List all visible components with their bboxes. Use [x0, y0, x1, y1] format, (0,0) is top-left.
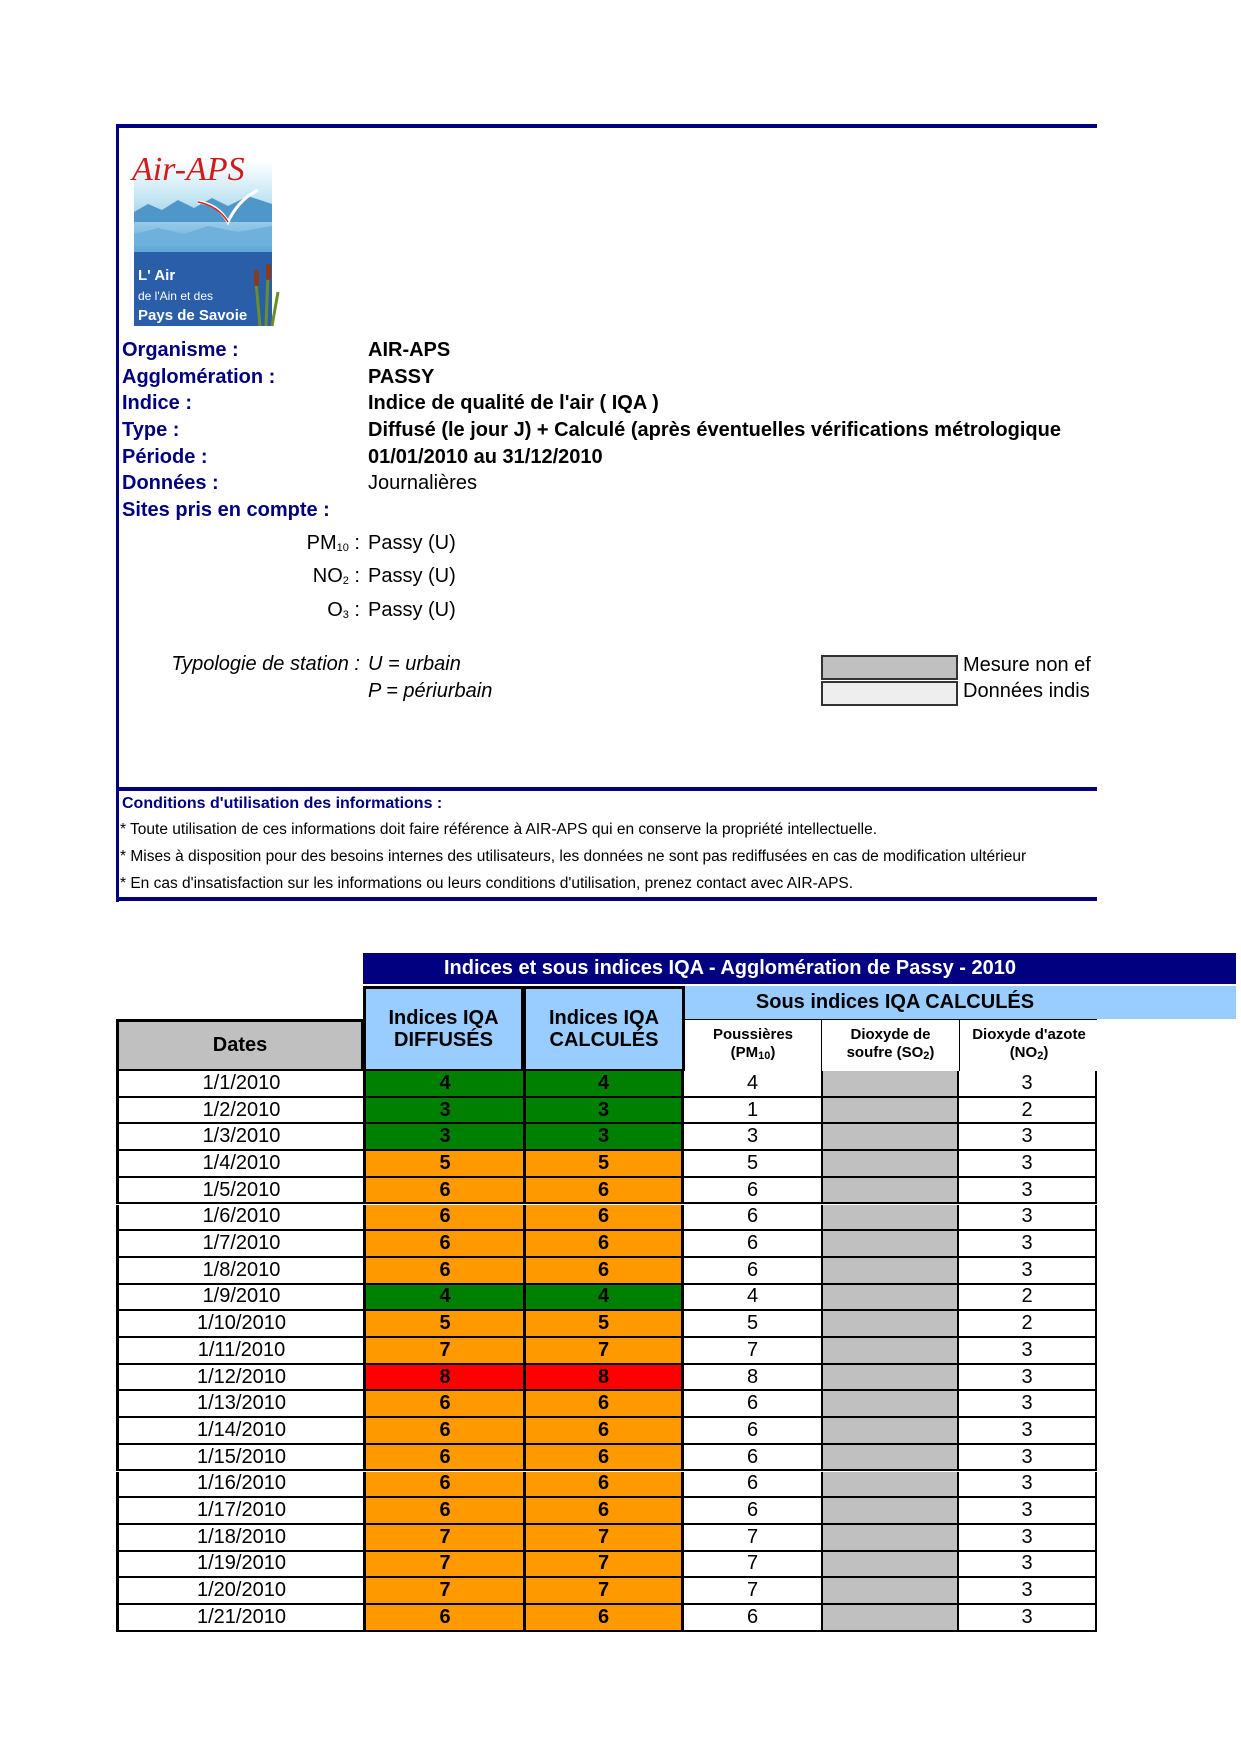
cell-so2 — [821, 1391, 959, 1418]
cell-iqa-calcule: 5 — [523, 1311, 684, 1338]
site-no2-value: Passy (U) — [368, 565, 456, 587]
site-o3-value: Passy (U) — [368, 599, 456, 621]
table-row — [116, 1578, 1097, 1605]
cell-no2: 3 — [959, 1552, 1097, 1579]
cell-no2: 2 — [959, 1285, 1097, 1312]
agglomeration-label: Agglomération : — [122, 366, 276, 388]
sites-label: Sites pris en compte : — [122, 499, 330, 521]
type-label: Type : — [122, 419, 180, 441]
table-row — [116, 1365, 1097, 1392]
cell-iqa-calcule: 6 — [523, 1231, 684, 1258]
legend-text-indisponible: Données indis — [963, 680, 1090, 702]
cell-iqa-diffuse: 6 — [363, 1391, 524, 1418]
cell-no2: 3 — [959, 1231, 1097, 1258]
cell-iqa-calcule: 6 — [523, 1445, 684, 1472]
header-so2: Dioxyde de soufre $(SO_2)$ — [821, 1019, 960, 1072]
site-no2-key: $NO_2$ : — [312, 565, 360, 587]
cell-no2: 3 — [959, 1071, 1097, 1098]
cell-so2 — [821, 1205, 959, 1232]
cell-iqa-calcule: 6 — [523, 1205, 684, 1232]
cell-date: 1/4/2010 — [116, 1151, 364, 1178]
cell-iqa-calcule: 3 — [523, 1124, 684, 1151]
cell-date: 1/8/2010 — [116, 1258, 364, 1285]
typologie-label: Typologie de station : — [171, 653, 360, 675]
cell-so2 — [821, 1178, 959, 1205]
cell-so2 — [821, 1285, 959, 1312]
cell-iqa-diffuse: 8 — [363, 1365, 524, 1392]
cell-no2: 3 — [959, 1472, 1097, 1499]
cell-so2 — [821, 1071, 959, 1098]
table-row — [116, 1151, 1097, 1178]
cell-iqa-calcule: 7 — [523, 1525, 684, 1552]
cell-iqa-calcule: 6 — [523, 1258, 684, 1285]
cell-pm10: 6 — [684, 1498, 821, 1525]
cell-pm10: 8 — [684, 1365, 821, 1392]
cell-no2: 3 — [959, 1605, 1097, 1632]
cell-date: 1/17/2010 — [116, 1498, 364, 1525]
cell-iqa-calcule: 5 — [523, 1151, 684, 1178]
cell-no2: 3 — [959, 1205, 1097, 1232]
cell-date: 1/5/2010 — [116, 1178, 364, 1205]
cell-date: 1/9/2010 — [116, 1285, 364, 1312]
cell-iqa-calcule: 6 — [523, 1472, 684, 1499]
table-row — [116, 1498, 1097, 1525]
cell-pm10: 6 — [684, 1472, 821, 1499]
condition-line-2: * Mises à disposition pour des besoins internes des utilisateurs, les données ne sont pas rediffusées en cas de modification ultérieur — [120, 848, 1027, 865]
cell-so2 — [821, 1258, 959, 1285]
cell-so2 — [821, 1578, 959, 1605]
indice-value: Indice de qualité de l'air ( IQA ) — [368, 392, 659, 414]
cell-no2: 3 — [959, 1391, 1097, 1418]
cell-iqa-diffuse: 3 — [363, 1098, 524, 1125]
table-row — [116, 1098, 1097, 1125]
cell-no2: 2 — [959, 1311, 1097, 1338]
cell-so2 — [821, 1098, 959, 1125]
table-row — [116, 1525, 1097, 1552]
cell-date: 1/10/2010 — [116, 1311, 364, 1338]
cell-date: 1/13/2010 — [116, 1391, 364, 1418]
header-iqa-calcules: Indices IQA CALCULÉS — [523, 986, 685, 1072]
cell-iqa-diffuse: 7 — [363, 1578, 524, 1605]
cell-iqa-diffuse: 6 — [363, 1205, 524, 1232]
cell-iqa-diffuse: 4 — [363, 1071, 524, 1098]
cell-pm10: 4 — [684, 1285, 821, 1312]
cell-date: 1/2/2010 — [116, 1098, 364, 1125]
cell-date: 1/11/2010 — [116, 1338, 364, 1365]
cell-iqa-calcule: 6 — [523, 1418, 684, 1445]
cell-date: 1/7/2010 — [116, 1231, 364, 1258]
table-row — [116, 1552, 1097, 1579]
cell-pm10: 6 — [684, 1231, 821, 1258]
cell-pm10: 6 — [684, 1445, 821, 1472]
table-row — [116, 1258, 1097, 1285]
cell-date: 1/14/2010 — [116, 1418, 364, 1445]
cell-date: 1/20/2010 — [116, 1578, 364, 1605]
condition-line-1: * Toute utilisation de ces informations doit faire référence à AIR-APS qui en conserve la propriété intellectuelle. — [120, 821, 878, 838]
table-title: Indices et sous indices IQA - Agglomération de Passy - 2010 — [443, 957, 1017, 979]
periode-value: 01/01/2010 au 31/12/2010 — [368, 446, 603, 468]
cell-iqa-diffuse: 6 — [363, 1605, 524, 1632]
header-dates: Dates — [116, 1019, 364, 1072]
cell-iqa-calcule: 6 — [523, 1498, 684, 1525]
cell-iqa-diffuse: 4 — [363, 1285, 524, 1312]
site-pm10-value: Passy (U) — [368, 532, 456, 554]
header-iqa-diffuses: Indices IQA DIFFUSÉS — [363, 986, 524, 1072]
svg-text:Air-APS: Air-APS — [132, 151, 245, 188]
agglomeration-value: PASSY — [368, 366, 435, 388]
cell-so2 — [821, 1605, 959, 1632]
cell-date: 1/21/2010 — [116, 1605, 364, 1632]
cell-date: 1/3/2010 — [116, 1124, 364, 1151]
cell-iqa-diffuse: 6 — [363, 1472, 524, 1499]
cell-pm10: 6 — [684, 1205, 821, 1232]
cell-no2: 3 — [959, 1178, 1097, 1205]
table-row — [116, 1124, 1097, 1151]
donnees-value: Journalières — [368, 472, 477, 494]
table-row — [116, 1418, 1097, 1445]
svg-text:L' Air: L' Air — [138, 267, 176, 284]
table-row — [116, 1231, 1097, 1258]
cell-pm10: 7 — [684, 1578, 821, 1605]
table-row — [116, 1605, 1097, 1632]
cell-iqa-calcule: 6 — [523, 1605, 684, 1632]
sous-indices-title: Sous indices IQA CALCULÉS — [755, 991, 1035, 1013]
cell-pm10: 6 — [684, 1178, 821, 1205]
cell-pm10: 5 — [684, 1311, 821, 1338]
cell-pm10: 6 — [684, 1258, 821, 1285]
cell-date: 1/15/2010 — [116, 1445, 364, 1472]
cell-pm10: 6 — [684, 1391, 821, 1418]
donnees-label: Données : — [122, 472, 219, 494]
cell-iqa-calcule: 3 — [523, 1098, 684, 1125]
cell-iqa-calcule: 6 — [523, 1391, 684, 1418]
cell-pm10: 7 — [684, 1338, 821, 1365]
cell-no2: 3 — [959, 1578, 1097, 1605]
table-row — [116, 1311, 1097, 1338]
cell-iqa-diffuse: 6 — [363, 1418, 524, 1445]
cell-pm10: 6 — [684, 1418, 821, 1445]
table-row — [116, 1285, 1097, 1312]
condition-line-3: * En cas d'insatisfaction sur les informations ou leurs conditions d'utilisation, prenez contact avec AIR-APS. — [120, 875, 854, 892]
cell-pm10: 3 — [684, 1124, 821, 1151]
cell-pm10: 4 — [684, 1071, 821, 1098]
cell-no2: 3 — [959, 1151, 1097, 1178]
cell-no2: 3 — [959, 1525, 1097, 1552]
organisme-value: AIR-APS — [368, 339, 451, 361]
cell-so2 — [821, 1151, 959, 1178]
cell-iqa-diffuse: 6 — [363, 1231, 524, 1258]
cell-date: 1/12/2010 — [116, 1365, 364, 1392]
cell-pm10: 7 — [684, 1525, 821, 1552]
cell-pm10: 7 — [684, 1552, 821, 1579]
cell-iqa-diffuse: 6 — [363, 1498, 524, 1525]
cell-no2: 3 — [959, 1445, 1097, 1472]
cell-iqa-diffuse: 7 — [363, 1338, 524, 1365]
cell-date: 1/18/2010 — [116, 1525, 364, 1552]
svg-text:de l'Ain et des: de l'Ain et des — [138, 289, 214, 303]
cell-iqa-calcule: 6 — [523, 1178, 684, 1205]
cell-iqa-calcule: 4 — [523, 1285, 684, 1312]
cell-date: 1/1/2010 — [116, 1071, 364, 1098]
cell-date: 1/19/2010 — [116, 1552, 364, 1579]
site-pm10-key: $PM_{10}$ : — [306, 532, 360, 554]
table-row — [116, 1338, 1097, 1365]
cell-pm10: 5 — [684, 1151, 821, 1178]
table-row — [116, 1445, 1097, 1472]
cell-so2 — [821, 1365, 959, 1392]
cell-iqa-diffuse: 6 — [363, 1445, 524, 1472]
cell-iqa-calcule: 4 — [523, 1071, 684, 1098]
cell-so2 — [821, 1498, 959, 1525]
cell-no2: 2 — [959, 1098, 1097, 1125]
table-row — [116, 1178, 1097, 1205]
cell-iqa-diffuse: 5 — [363, 1151, 524, 1178]
table-row — [116, 1472, 1097, 1499]
legend-text-non-effectuee: Mesure non ef — [963, 654, 1091, 676]
cell-no2: 3 — [959, 1338, 1097, 1365]
cell-so2 — [821, 1338, 959, 1365]
table-row — [116, 1205, 1097, 1232]
typologie-periurbain: P = périurbain — [368, 680, 493, 702]
cell-so2 — [821, 1311, 959, 1338]
cell-no2: 3 — [959, 1418, 1097, 1445]
site-o3-key: $O_3$ : — [327, 599, 360, 621]
cell-iqa-diffuse: 7 — [363, 1552, 524, 1579]
cell-so2 — [821, 1472, 959, 1499]
cell-no2: 3 — [959, 1365, 1097, 1392]
cell-so2 — [821, 1124, 959, 1151]
header-no2: Dioxyde d'azote $(NO_2)$ — [959, 1019, 1097, 1072]
cell-iqa-diffuse: 6 — [363, 1178, 524, 1205]
svg-text:Pays de Savoie: Pays de Savoie — [138, 307, 248, 324]
indice-label: Indice : — [122, 392, 193, 414]
conditions-title: Conditions d'utilisation des informations : — [122, 795, 443, 812]
typologie-urbain: U = urbain — [368, 653, 461, 675]
cell-date: 1/6/2010 — [116, 1205, 364, 1232]
cell-iqa-diffuse: 5 — [363, 1311, 524, 1338]
table-row — [116, 1071, 1097, 1098]
periode-label: Période : — [122, 446, 208, 468]
cell-pm10: 1 — [684, 1098, 821, 1125]
table-row — [116, 1391, 1097, 1418]
organisme-label: Organisme : — [122, 339, 239, 361]
cell-so2 — [821, 1525, 959, 1552]
cell-iqa-calcule: 7 — [523, 1552, 684, 1579]
cell-iqa-diffuse: 3 — [363, 1124, 524, 1151]
cell-iqa-calcule: 7 — [523, 1338, 684, 1365]
cell-no2: 3 — [959, 1498, 1097, 1525]
header-pm10: Poussières $(PM_{10})$ — [684, 1019, 822, 1072]
cell-iqa-calcule: 8 — [523, 1365, 684, 1392]
cell-iqa-calcule: 7 — [523, 1578, 684, 1605]
cell-iqa-diffuse: 7 — [363, 1525, 524, 1552]
cell-date: 1/16/2010 — [116, 1472, 364, 1499]
cell-so2 — [821, 1445, 959, 1472]
type-value: Diffusé (le jour J) + Calculé (après éventuelles vérifications métrologique — [368, 419, 1061, 441]
cell-no2: 3 — [959, 1124, 1097, 1151]
cell-iqa-diffuse: 6 — [363, 1258, 524, 1285]
cell-so2 — [821, 1231, 959, 1258]
cell-no2: 3 — [959, 1258, 1097, 1285]
cell-so2 — [821, 1552, 959, 1579]
cell-pm10: 6 — [684, 1605, 821, 1632]
cell-so2 — [821, 1418, 959, 1445]
